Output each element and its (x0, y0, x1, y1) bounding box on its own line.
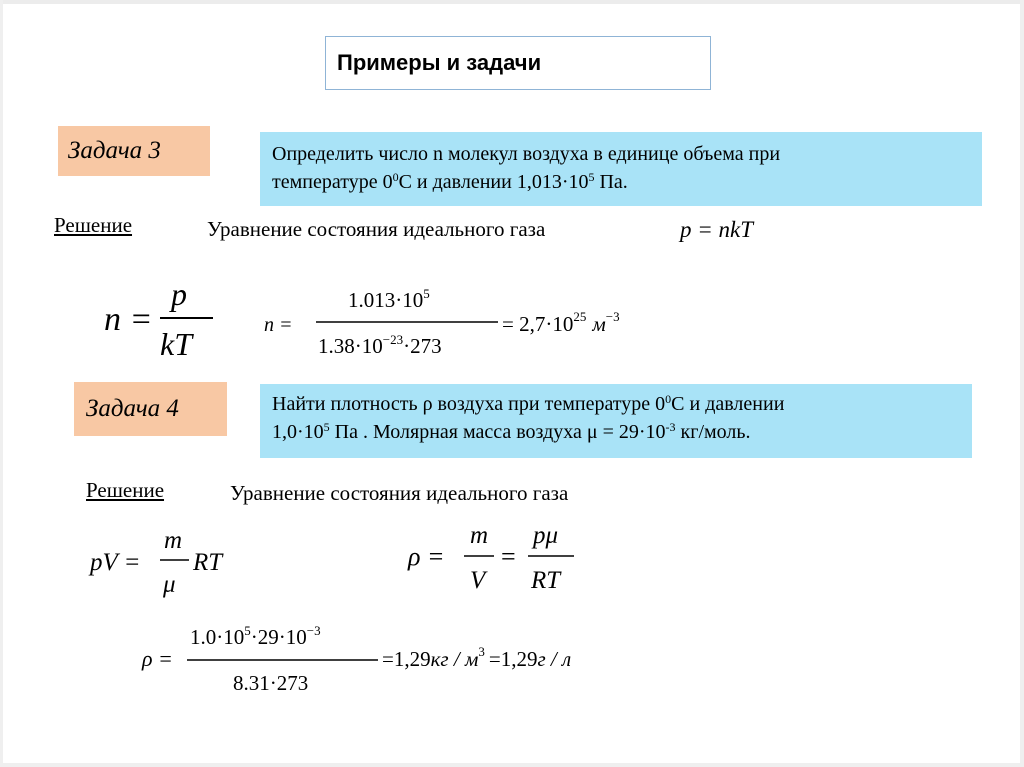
task4-f3-rhs-unit2: г / л (537, 647, 572, 671)
task4-f3-rhs-unit1-exp: 3 (478, 644, 485, 659)
task3-f2-num-exp: 5 (423, 286, 430, 301)
task4-f1-rhs: RT (193, 549, 223, 576)
task3-f2-rhs (502, 309, 620, 336)
task3-f2-den-tail: ·273 (403, 334, 442, 358)
task3-f1-num: p (171, 276, 187, 312)
task3-f2-num (348, 286, 430, 312)
task4-f1-num: m (164, 527, 183, 554)
task4-f2-num2: pμ (533, 522, 559, 549)
task3-line1: Определить число n молекул воздуха в единице объема при (272, 143, 781, 165)
task4-f3-rhs-a: =1,29 (382, 647, 431, 671)
task3-line2-sup: 0 (392, 170, 399, 184)
task4-line1-b: С и давлении (671, 393, 785, 415)
task3-f2-den-base: 1.38·10 (318, 334, 383, 358)
task3-f2-den (318, 332, 442, 358)
task4-line2-sup: 5 (323, 420, 330, 434)
task4-f1-lhs: pV = (90, 549, 141, 576)
task3-label: Задача 3 (58, 126, 210, 176)
task4-f3-num-exp2: −3 (306, 623, 321, 638)
task4-f3-rhs-b: =1,29 (488, 647, 538, 671)
task3-f2-lhs: n = (264, 314, 293, 336)
task4-eq-caption: Уравнение состояния идеального газа (230, 481, 569, 505)
task3-f2-unit: м (592, 312, 606, 336)
task4-f3-rhs (382, 644, 571, 671)
task4-f3-den: 8.31·273 (233, 671, 309, 695)
slide-title: Примеры и задачи (325, 36, 711, 90)
task4-f2-eq: = (501, 542, 516, 571)
task4-line2-sup2: -3 (665, 420, 676, 434)
task4-f2-den: V (470, 567, 486, 594)
task4-statement (260, 384, 972, 458)
task4-f3-num-b: ·29·10 (250, 625, 307, 649)
task4-solution-label: Решение (86, 478, 165, 502)
task3-line2-sup2: 5 (588, 170, 595, 184)
task3-f1-den: kT (160, 326, 192, 362)
task4-line2-c: кг/моль. (675, 421, 751, 443)
task4-label: Задача 4 (74, 382, 227, 436)
task4-f2-num: m (470, 522, 489, 549)
task4-f3-num-exp1: 5 (244, 623, 251, 638)
task3-f2-rhs-base: = 2,7·10 (502, 312, 574, 336)
task4-f3-num (190, 623, 321, 649)
task3-f2-num-base: 1.013·10 (348, 288, 424, 312)
task3-eq-caption: Уравнение состояния идеального газа (207, 217, 546, 241)
task3-solution-label: Решение (54, 213, 133, 237)
task4-f1-den: μ (163, 571, 176, 598)
task3-line2-a: температуре 0 (272, 171, 393, 193)
task4-line1-sup: 0 (665, 392, 672, 406)
task4-f2-den2: RT (531, 567, 561, 594)
task4-f3-rhs-unit1: кг / м (430, 647, 479, 671)
task4-line2-a: 1,0·10 (272, 421, 324, 443)
task4-f2-lhs: ρ = (408, 542, 445, 571)
task4-f3-num-a: 1.0·10 (190, 625, 245, 649)
task4-line2 (272, 418, 960, 446)
task3-state-equation: p = nkT (680, 217, 754, 242)
task4-line1-a: Найти плотность ρ воздуха при температуре 0 (272, 393, 666, 415)
task4-line2-b: Па . Молярная масса воздуха μ = 29·10 (329, 421, 666, 443)
task3-f2-den-exp: −23 (382, 332, 404, 347)
task3-f1-lhs: n = (104, 301, 153, 338)
task3-line2-c: Па. (594, 171, 628, 193)
task3-f2-unit-exp: −3 (605, 309, 620, 324)
task4-line1 (272, 390, 960, 418)
task3-f2-rhs-exp: 25 (573, 309, 587, 324)
task4-f3-lhs: ρ = (142, 646, 173, 671)
task3-line2-b: С и давлении 1,013·10 (398, 171, 589, 193)
